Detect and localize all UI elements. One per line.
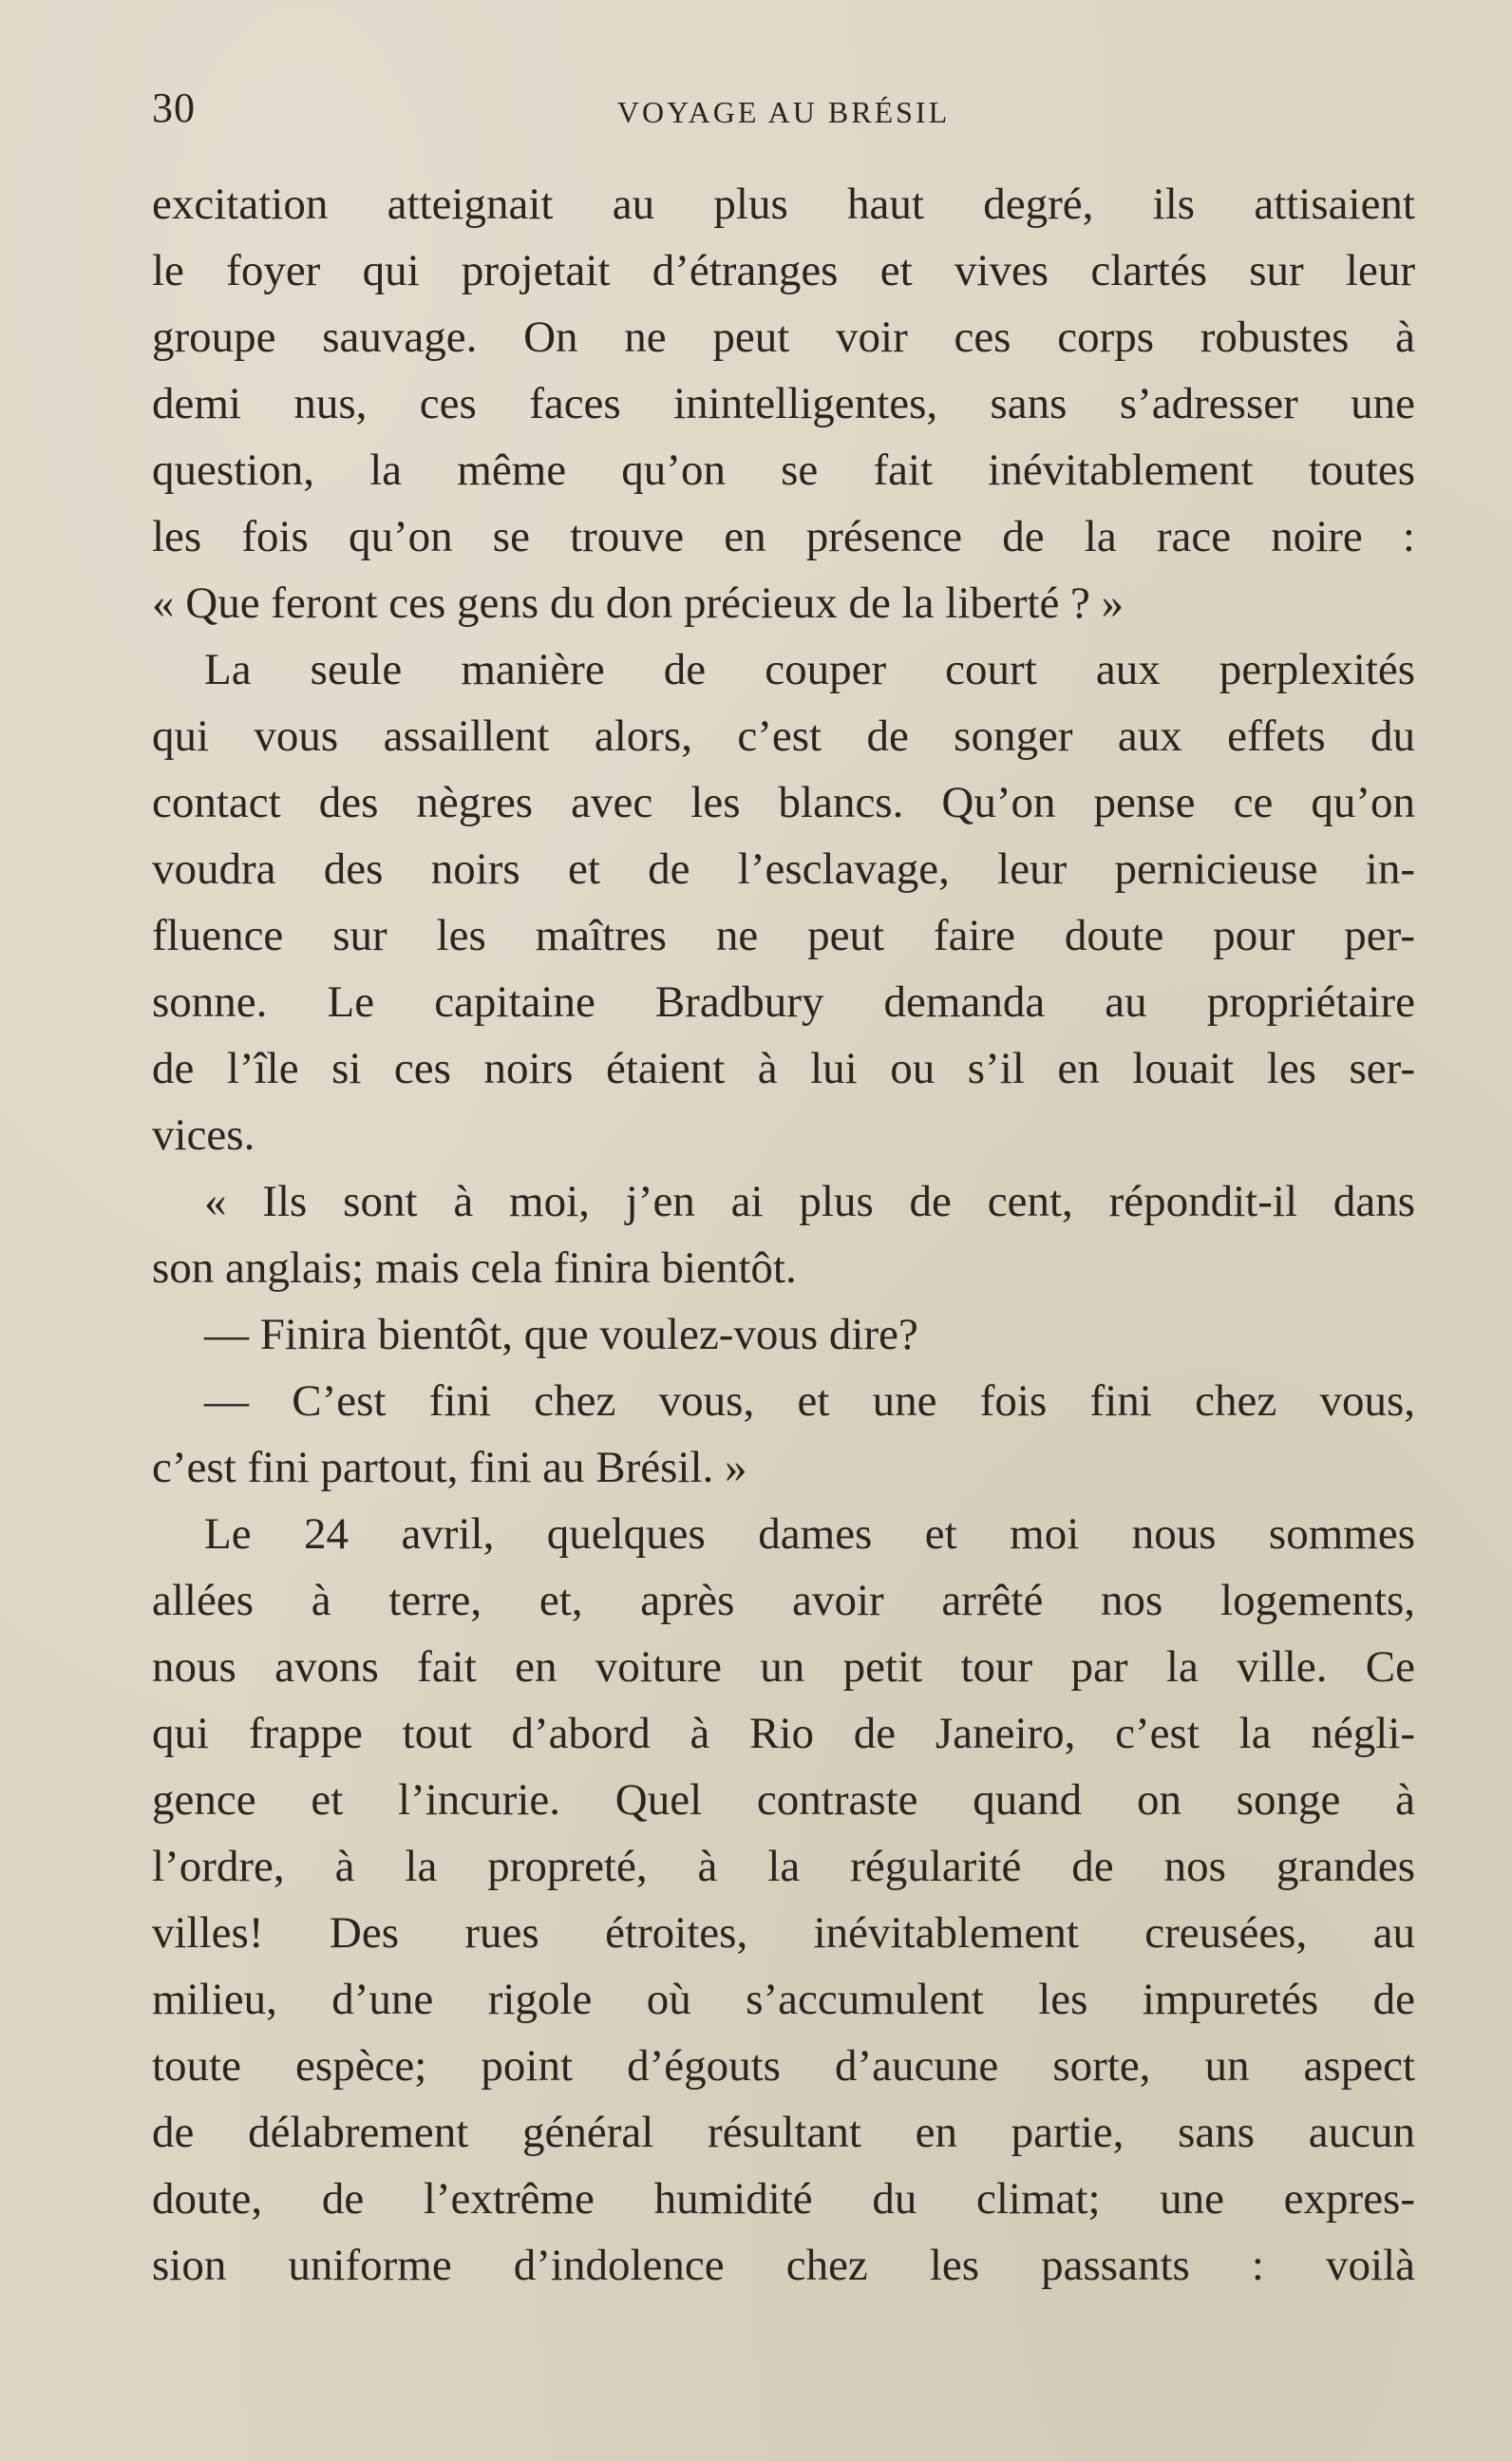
text-line: « Que feront ces gens du don précieux de la liberté ? » (152, 578, 1125, 628)
body-text (152, 171, 1415, 2299)
text-line: qui vous assaillent alors, c’est de songer aux effets du (152, 711, 1415, 761)
running-title: VOYAGE AU BRÉSIL (616, 95, 951, 129)
text-line: voudra des noirs et de l’esclavage, leur pernicieuse in- (152, 844, 1415, 894)
text-line: contact des nègres avec les blancs. Qu’on pense ce qu’on (152, 778, 1415, 827)
text-line: groupe sauvage. On ne peut voir ces corps robustes à (152, 312, 1415, 362)
text-line: gence et l’incurie. Quel contraste quand on songe à (152, 1775, 1415, 1825)
text-line: allées à terre, et, après avoir arrêté nos logements, (152, 1576, 1415, 1625)
text-line: excitation atteignait au plus haut degré, ils attisaient (152, 180, 1415, 229)
text-line: La seule manière de couper court aux perplexités (204, 645, 1415, 694)
text-line: sonne. Le capitaine Bradbury demanda au propriétaire (152, 977, 1415, 1027)
text-line: fluence sur les maîtres ne peut faire doute pour per- (152, 911, 1415, 960)
text-line: de délabrement général résultant en partie, sans aucun (152, 2108, 1415, 2157)
text-line: demi nus, ces faces inintelligentes, sans s’adresser une (152, 379, 1415, 428)
text-line: de l’île si ces noirs étaient à lui ou s’il en louait les ser- (152, 1044, 1415, 1093)
running-head (152, 85, 1415, 142)
text-line: nous avons fait en voiture un petit tour par la ville. Ce (152, 1642, 1415, 1692)
text-line: « Ils sont à moi, j’en ai plus de cent, répondit-il dans (204, 1177, 1415, 1226)
text-line: les fois qu’on se trouve en présence de la race noire : (152, 512, 1415, 561)
text-line: doute, de l’extrême humidité du climat; une expres- (152, 2174, 1415, 2224)
page-number: 30 (152, 85, 196, 131)
text-line: milieu, d’une rigole où s’accumulent les impuretés de (152, 1975, 1415, 2024)
text-line: l’ordre, à la propreté, à la régularité de nos grandes (152, 1842, 1415, 1891)
text-line: son anglais; mais cela finira bientôt. (152, 1243, 797, 1293)
text-line: vices. (152, 1110, 255, 1160)
text-line: question, la même qu’on se fait inévitablement toutes (152, 445, 1415, 495)
text-line: Le 24 avril, quelques dames et moi nous sommes (204, 1509, 1415, 1559)
text-line: sion uniforme d’indolence chez les passants : voilà (152, 2241, 1415, 2290)
text-line: villes! Des rues étroites, inévitablement creusées, au (152, 1908, 1415, 1958)
text-line: — Finira bientôt, que voulez-vous dire? (204, 1310, 918, 1359)
text-line: c’est fini partout, fini au Brésil. » (152, 1443, 747, 1492)
text-line: le foyer qui projetait d’étranges et vives clartés sur leur (152, 246, 1415, 295)
text-line: — C’est fini chez vous, et une fois fini chez vous, (204, 1376, 1415, 1426)
text-line: toute espèce; point d’égouts d’aucune sorte, un aspect (152, 2041, 1415, 2091)
text-line: qui frappe tout d’abord à Rio de Janeiro, c’est la négli- (152, 1709, 1415, 1758)
